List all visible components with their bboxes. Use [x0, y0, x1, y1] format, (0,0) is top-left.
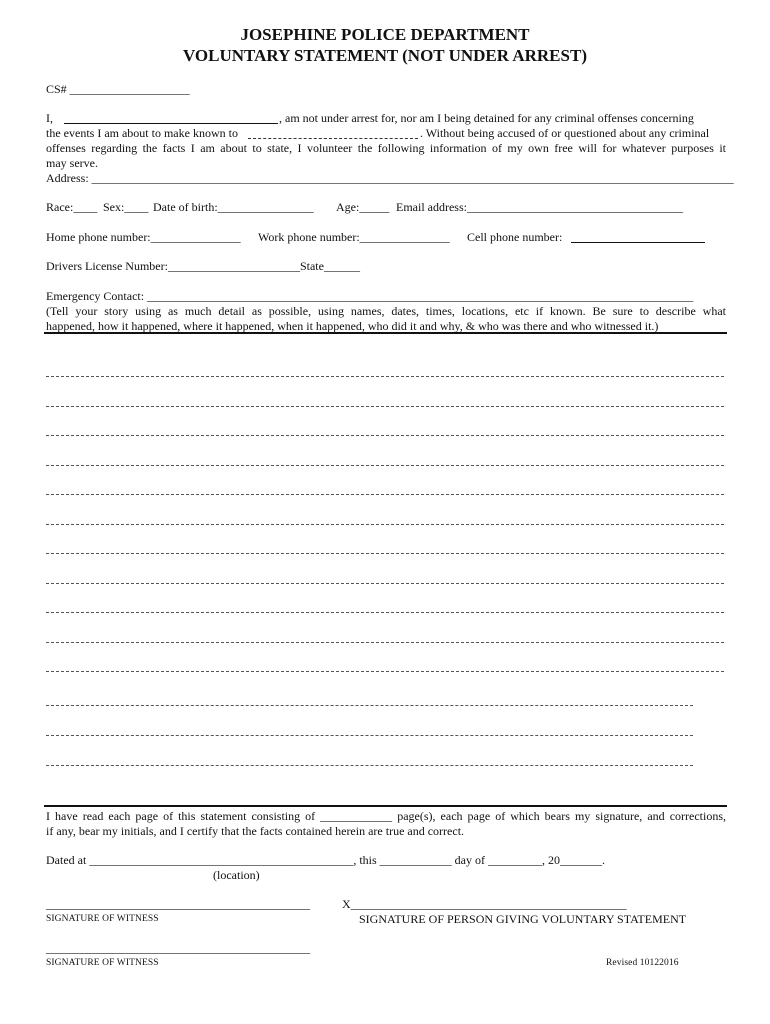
race-field[interactable]: Race:____: [46, 200, 98, 214]
emergency-contact-field[interactable]: Emergency Contact: ___________________________________________________________________________________________: [46, 289, 694, 303]
address-field[interactable]: Address: ___________________________________________________________________________________________________________: [46, 171, 734, 185]
intro-i-label: I,: [46, 111, 53, 125]
declarant-name-field[interactable]: [64, 123, 278, 124]
statement-line[interactable]: [46, 705, 693, 706]
sex-field[interactable]: Sex:____: [103, 200, 149, 214]
statement-line[interactable]: [46, 376, 724, 377]
certification-line-1: I have read each page of this statement consisting of ____________ page(s), each page of which bears my signature, and corrections,: [46, 809, 726, 823]
drivers-license-field[interactable]: Drivers License Number:______________________State______: [46, 259, 360, 273]
statement-line[interactable]: [46, 406, 724, 407]
statement-line[interactable]: [46, 583, 724, 584]
statement-line[interactable]: [46, 465, 724, 466]
form-subtitle: VOLUNTARY STATEMENT (NOT UNDER ARREST): [183, 46, 587, 65]
cell-phone-label: Cell phone number:: [467, 230, 563, 244]
email-field[interactable]: Email address:____________________________________: [396, 200, 683, 214]
section-divider: [44, 332, 727, 334]
witness-signature-label-2: SIGNATURE OF WITNESS: [46, 958, 159, 968]
form-title: JOSEPHINE POLICE DEPARTMENT: [240, 25, 530, 44]
intro-line-4: may serve.: [46, 156, 98, 170]
witness-signature-label-1: SIGNATURE OF WITNESS: [46, 914, 159, 924]
statement-line[interactable]: [46, 735, 693, 736]
statement-line[interactable]: [46, 435, 724, 436]
instructions-line-1: (Tell your story using as much detail as possible, using names, dates, times, locations, etc if known. Be sure to describe what: [46, 304, 726, 318]
cs-number-field[interactable]: CS# ____________________: [46, 82, 190, 96]
certification-divider: [44, 805, 727, 807]
statement-line[interactable]: [46, 671, 724, 672]
cell-phone-field[interactable]: [571, 242, 705, 243]
intro-line-2-start: the events I am about to make known to: [46, 126, 238, 140]
statement-line[interactable]: [46, 524, 724, 525]
statement-line[interactable]: [46, 553, 724, 554]
statement-line[interactable]: [46, 494, 724, 495]
dated-at-field[interactable]: Dated at ____________________________________________, this ____________ day of _________, 20_______.: [46, 853, 605, 867]
revision-date: Revised 10122016: [606, 958, 679, 968]
statement-line[interactable]: [46, 765, 693, 766]
witness-signature-line-2[interactable]: ____________________________________________: [46, 941, 310, 955]
date-of-birth-field[interactable]: Date of birth:________________: [153, 200, 314, 214]
home-phone-field[interactable]: Home phone number:_______________: [46, 230, 241, 244]
person-signature-line[interactable]: X______________________________________________: [342, 897, 627, 911]
officer-name-field[interactable]: [248, 138, 418, 139]
certification-line-2: if any, bear my initials, and I certify that the facts contained herein are true and correct.: [46, 824, 465, 838]
location-label: (location): [213, 868, 260, 882]
statement-line[interactable]: [46, 612, 724, 613]
intro-line-2-end: . Without being accused of or questioned about any criminal: [420, 126, 710, 140]
intro-line-3: offenses regarding the facts I am about to state, I volunteer the following information of my own free will for whatever purposes it: [46, 141, 726, 155]
instructions-line-2: happened, how it happened, where it happened, when it happened, who did it and why, & who was there and who witnessed it.): [46, 319, 659, 333]
person-signature-label: SIGNATURE OF PERSON GIVING VOLUNTARY STATEMENT: [359, 912, 687, 926]
statement-line[interactable]: [46, 642, 724, 643]
work-phone-field[interactable]: Work phone number:_______________: [258, 230, 450, 244]
age-field[interactable]: Age:_____: [336, 200, 390, 214]
intro-line-1: , am not under arrest for, nor am I being detained for any criminal offenses concerning: [279, 111, 694, 125]
witness-signature-line-1[interactable]: ____________________________________________: [46, 897, 310, 911]
